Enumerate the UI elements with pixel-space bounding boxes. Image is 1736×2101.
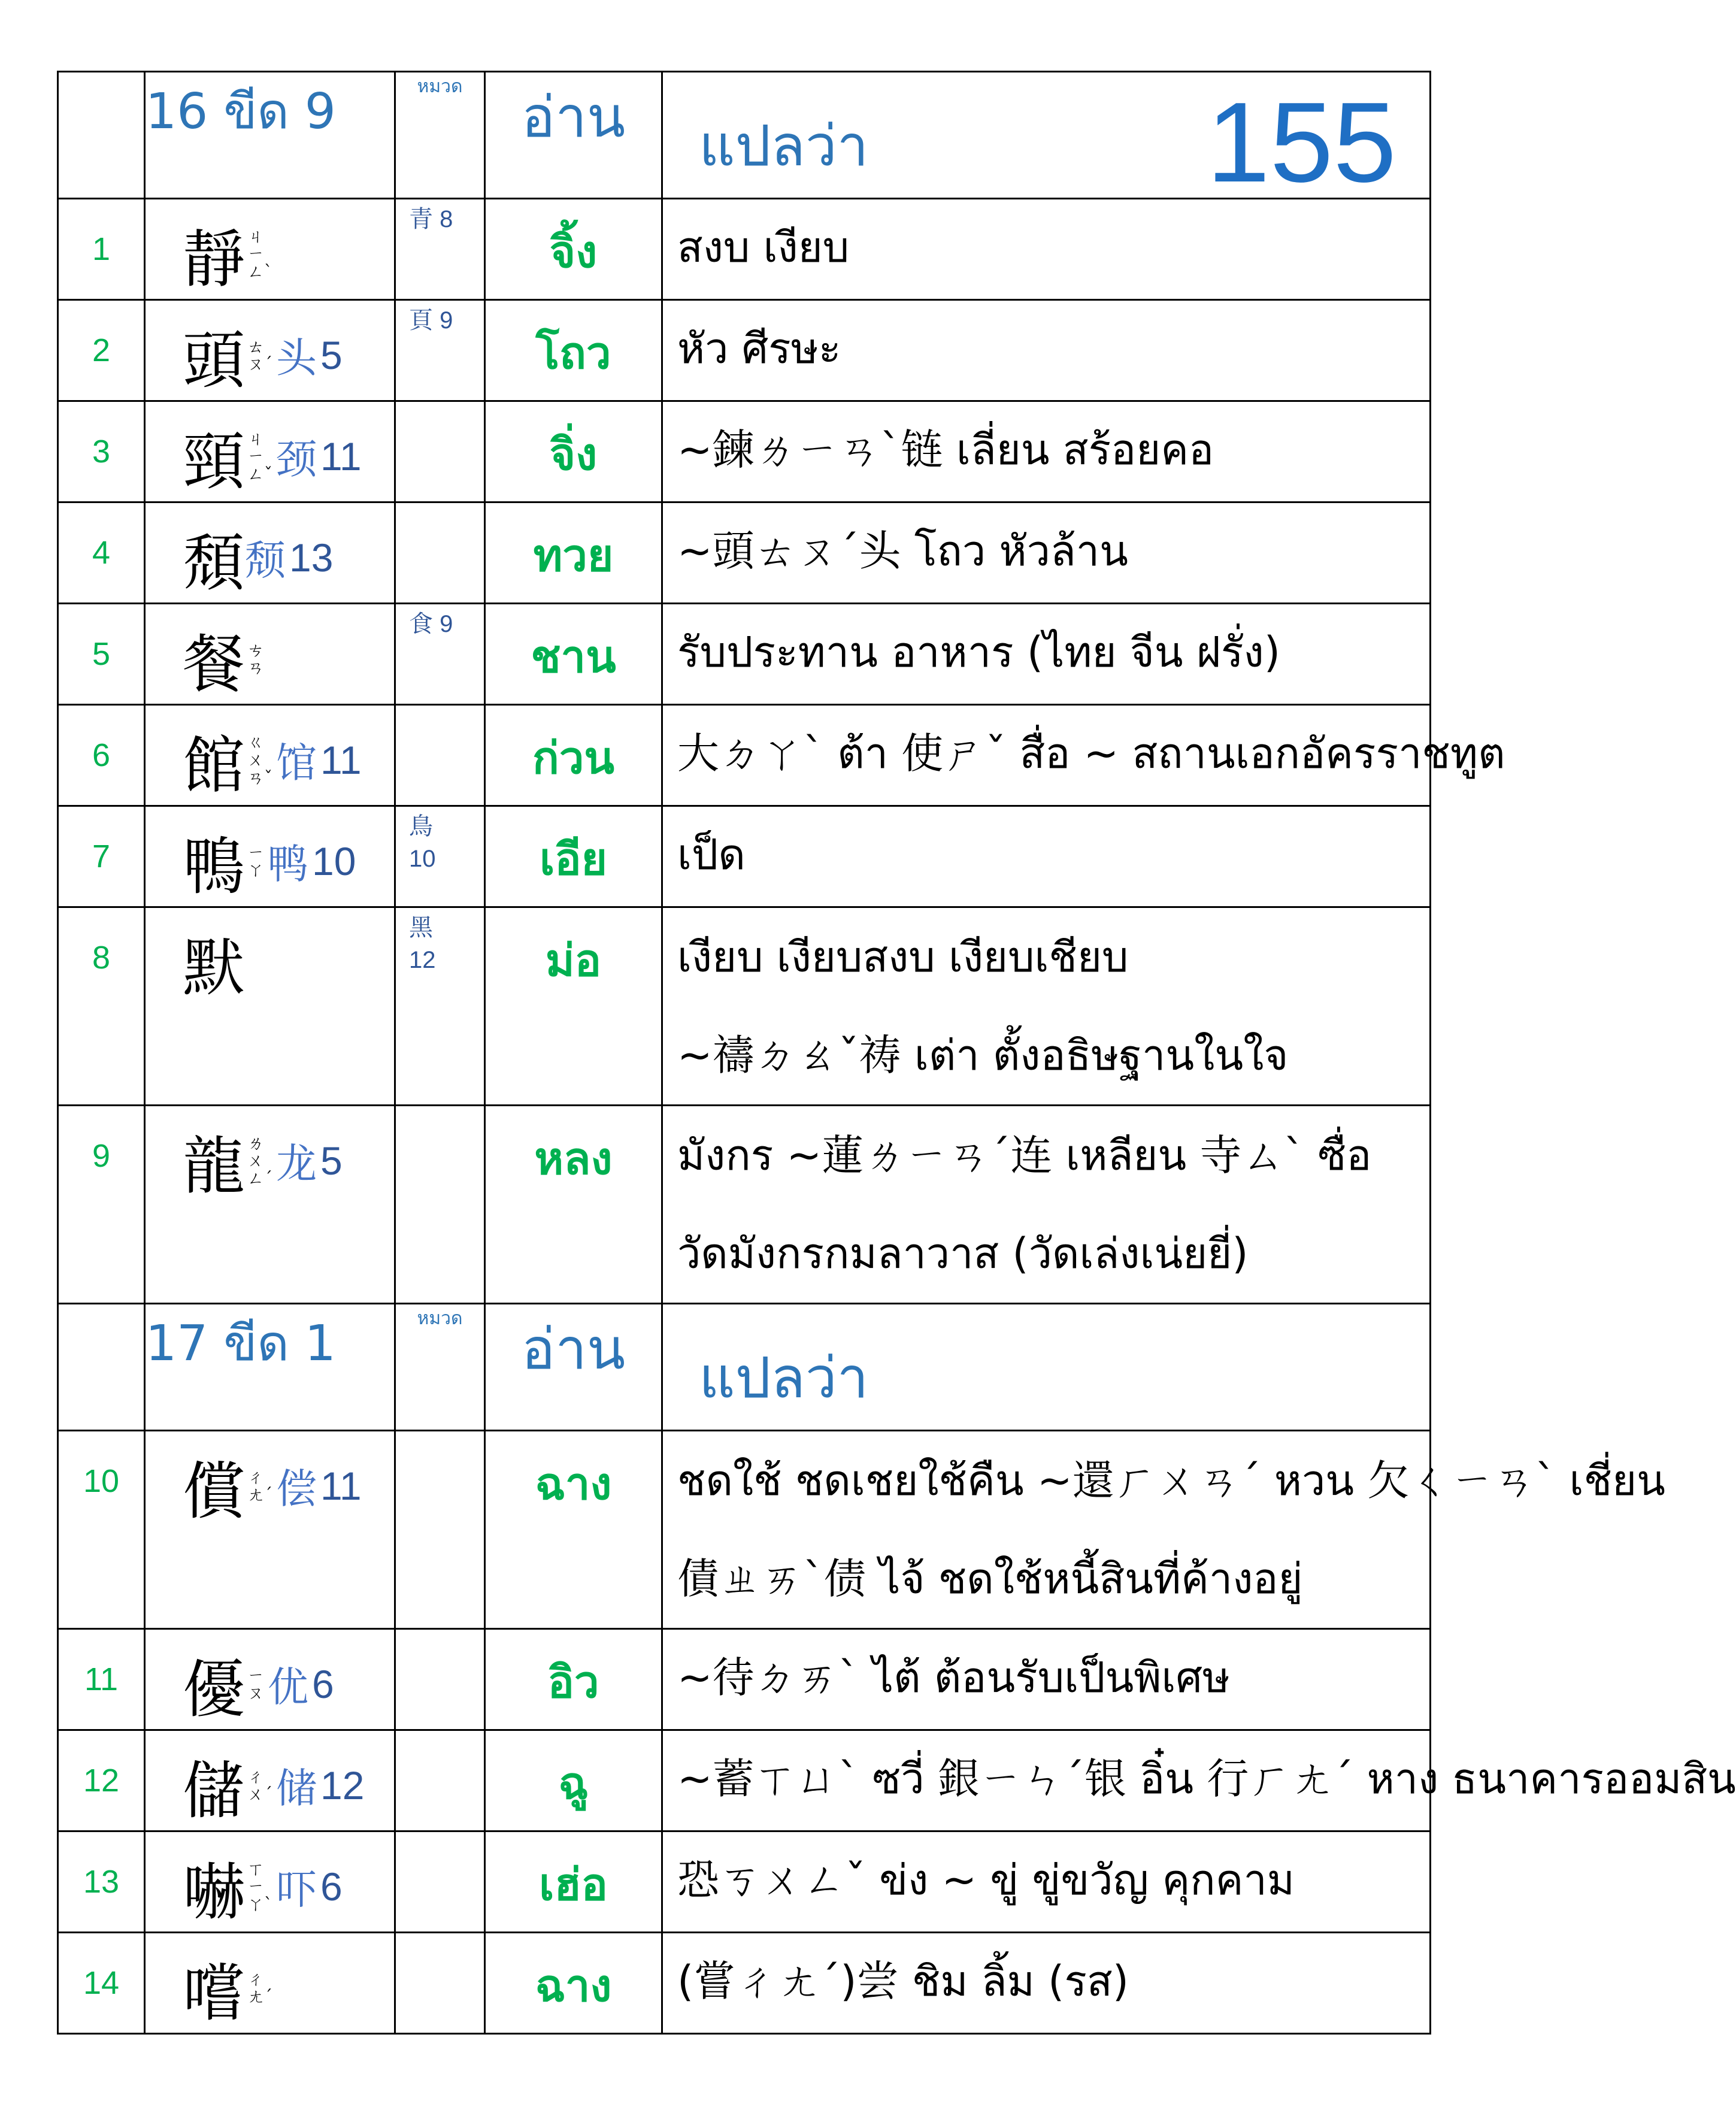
radical-cell <box>395 502 485 604</box>
table-row <box>58 1629 1431 1730</box>
traditional-character: 餐 <box>183 628 246 701</box>
meaning-cell <box>662 1831 1431 1933</box>
radical-cell: 青 8 <box>395 199 485 300</box>
bopomofo: ㄊ ㄡˊ <box>247 336 273 374</box>
simplified-stroke-count: 12 <box>320 1763 365 1808</box>
simplified-character: 头 <box>276 335 317 383</box>
thai-reading: จิ้ง <box>485 199 662 300</box>
radical-cell: 頁 9 <box>395 300 485 401</box>
thai-reading: จิ่ง <box>485 401 662 502</box>
meaning-line: ชดใช้ ชดเชยใช้คืน ~還ㄏㄨㄢˊ หวน 欠ㄑㄧㄢˋ เชี่ยน <box>677 1456 1665 1505</box>
character-cell <box>145 604 395 705</box>
thai-reading: หลง <box>485 1106 662 1304</box>
meaning-line: 大ㄉㄚˋ ต้า 使ㄕˇ สื่อ ~ สถานเอกอัครราชทูต <box>677 729 1505 778</box>
radical-cell <box>395 705 485 806</box>
table-row <box>58 1106 1431 1304</box>
radical-cell <box>395 1831 485 1933</box>
character-cell <box>145 199 395 300</box>
thai-reading: ทวย <box>485 502 662 604</box>
simplified-character: 优 <box>268 1664 309 1712</box>
thai-reading: เฮ่อ <box>485 1831 662 1933</box>
traditional-character: 龍 <box>183 1130 246 1203</box>
simplified-stroke-count: 11 <box>320 738 362 782</box>
bopomofo: ㄌ ㄨ ㄥˊ <box>247 1133 273 1188</box>
header-reading-label: อ่าน <box>485 1304 662 1431</box>
thai-reading: ฉาง <box>485 1431 662 1629</box>
traditional-character: 優 <box>183 1653 246 1726</box>
traditional-character: 館 <box>183 729 246 802</box>
meaning-cell <box>662 199 1431 300</box>
simplified-character: 鸭 <box>268 841 309 889</box>
character-cell <box>145 1730 395 1831</box>
simplified-stroke-count: 10 <box>312 839 356 883</box>
header-meaning-label: แปลว่า <box>699 1346 869 1411</box>
table-row <box>58 1431 1431 1629</box>
table-row <box>58 907 1431 1106</box>
bopomofo: ㄐ ㄧ ㄥˋ <box>247 226 273 281</box>
meaning-cell <box>662 806 1431 907</box>
table-row <box>58 806 1431 907</box>
simplified-character: 偿 <box>276 1466 317 1513</box>
meaning-cell <box>662 502 1431 604</box>
header-meaning-cell <box>662 72 1431 206</box>
meaning-line: รับประทาน อาหาร (ไทย จีน ฝรั่ง) <box>677 628 1281 677</box>
table-row <box>58 604 1431 705</box>
simplified-stroke-count: 13 <box>289 535 334 580</box>
meaning-line: ~禱ㄉㄠˇ祷 เต่า ตั้งอธิษฐานในใจ <box>677 1031 1289 1080</box>
header-num-cell <box>58 1304 145 1431</box>
bopomofo: ㄔ ㄨˊ <box>247 1766 273 1804</box>
meaning-cell <box>662 300 1431 401</box>
traditional-character: 頹 <box>183 526 246 600</box>
simplified-stroke-count: 11 <box>320 434 362 479</box>
row-number: 10 <box>58 1431 145 1629</box>
radical-cell <box>395 1431 485 1629</box>
radical-cell <box>395 1933 485 2034</box>
traditional-character: 默 <box>183 931 246 1004</box>
meaning-line: สงบ เงียบ <box>677 223 850 272</box>
meaning-line: เป็ด <box>677 830 746 879</box>
meaning-cell <box>662 907 1431 1106</box>
row-number: 12 <box>58 1730 145 1831</box>
bopomofo: ㄐ ㄧ ㄥˇ <box>247 428 273 484</box>
simplified-character: 颓 <box>245 537 286 585</box>
row-number: 4 <box>58 502 145 604</box>
radical-cell: 黑 12 <box>395 907 485 1106</box>
meaning-cell <box>662 1730 1736 1831</box>
thai-reading: เอีย <box>485 806 662 907</box>
character-cell <box>145 1431 395 1629</box>
header-stroke-count: 16 ขีด 9 <box>145 72 395 199</box>
meaning-cell <box>662 401 1431 502</box>
page-number: 155 <box>1206 79 1396 206</box>
character-cell <box>145 907 395 1106</box>
header-reading-label: อ่าน <box>485 72 662 199</box>
simplified-stroke-count: 5 <box>320 1139 343 1183</box>
bopomofo: ㄘ ㄢ <box>247 640 265 677</box>
radical-cell: 鳥 10 <box>395 806 485 907</box>
meaning-cell <box>662 1106 1431 1304</box>
section-header-row <box>58 1304 1431 1431</box>
meaning-line: วัดมังกรกมลาวาส (วัดเล่งเน่ยยี่) <box>677 1229 1249 1278</box>
table-row <box>58 199 1431 300</box>
radical-cell <box>395 401 485 502</box>
simplified-character: 储 <box>276 1765 317 1813</box>
meaning-cell <box>662 1431 1665 1629</box>
simplified-stroke-count: 11 <box>320 1464 362 1508</box>
meaning-cell <box>662 604 1431 705</box>
radical-cell <box>395 1106 485 1304</box>
character-cell <box>145 1629 395 1730</box>
row-number: 7 <box>58 806 145 907</box>
traditional-character: 嚇 <box>183 1855 246 1929</box>
character-cell <box>145 806 395 907</box>
simplified-character: 龙 <box>276 1140 317 1188</box>
character-cell <box>145 1933 395 2034</box>
character-cell <box>145 1106 395 1304</box>
thai-reading: ก่วน <box>485 705 662 806</box>
character-cell <box>145 300 395 401</box>
traditional-character: 嚐 <box>183 1957 246 2030</box>
traditional-character: 儲 <box>183 1754 246 1827</box>
bopomofo: ㄔ ㄤˊ <box>247 1467 273 1504</box>
meaning-line: ~頭ㄊㄡˊ头 โถว หัวล้าน <box>677 526 1128 576</box>
thai-reading: โถว <box>485 300 662 401</box>
traditional-character: 鴨 <box>183 830 246 903</box>
bopomofo: ㄔ ㄤˊ <box>247 1969 273 2006</box>
radical-cell <box>395 1629 485 1730</box>
traditional-character: 頭 <box>183 324 246 397</box>
header-radical-label: หมวด <box>395 1304 485 1431</box>
thai-reading: ม่อ <box>485 907 662 1106</box>
row-number: 2 <box>58 300 145 401</box>
traditional-character: 償 <box>183 1455 246 1528</box>
thai-reading: อิว <box>485 1629 662 1730</box>
meaning-line: ~蓄ㄒㄩˋ ซวี่ 銀ㄧㄣˊ银 อิ๋น 行ㄏㄤˊ หาง ธนาคารออมสิน <box>677 1754 1736 1803</box>
bopomofo: ㄧ ㄚ <box>247 842 265 880</box>
meaning-line: เงียบ เงียบสงบ เงียบเชียบ <box>677 933 1129 982</box>
meaning-line: 債ㄓㄞˋ债 ไจ้ ชดใช้หนี้สินที่ค้างอยู่ <box>677 1554 1303 1603</box>
row-number: 5 <box>58 604 145 705</box>
vocabulary-table <box>57 71 1736 2035</box>
table-row <box>58 1933 1431 2034</box>
simplified-character: 颈 <box>276 436 317 484</box>
thai-reading: ชาน <box>485 604 662 705</box>
row-number: 6 <box>58 705 145 806</box>
row-number: 8 <box>58 907 145 1106</box>
thai-reading: ฉู <box>485 1730 662 1831</box>
table-row <box>58 1831 1431 1933</box>
meaning-line: (嘗ㄔㄤˊ)尝 ชิม ลิ้ม (รส) <box>677 1957 1129 2006</box>
row-number: 3 <box>58 401 145 502</box>
bopomofo: ㄧ ㄡ <box>247 1665 265 1703</box>
character-cell <box>145 1831 395 1933</box>
header-meaning-label: แปลว่า <box>699 114 869 179</box>
simplified-stroke-count: 6 <box>320 1864 343 1909</box>
meaning-cell <box>662 1629 1431 1730</box>
table-row <box>58 300 1431 401</box>
bopomofo: ㄒ ㄧ ㄚˋ <box>247 1858 273 1914</box>
meaning-line: ~待ㄉㄞˋ ไต้ ต้อนรับเป็นพิเศษ <box>677 1653 1231 1702</box>
character-cell <box>145 401 395 502</box>
section-header-row <box>58 72 1431 199</box>
simplified-stroke-count: 5 <box>320 333 343 377</box>
row-number: 11 <box>58 1629 145 1730</box>
traditional-character: 頸 <box>183 425 246 498</box>
character-cell <box>145 705 395 806</box>
radical-cell <box>395 1730 485 1831</box>
thai-reading: ฉาง <box>485 1933 662 2034</box>
character-cell <box>145 502 395 604</box>
header-meaning-cell <box>662 1304 1431 1431</box>
row-number: 14 <box>58 1933 145 2034</box>
table-row <box>58 401 1431 502</box>
table-row <box>58 502 1431 604</box>
row-number: 9 <box>58 1106 145 1304</box>
simplified-stroke-count: 6 <box>312 1662 334 1706</box>
row-number: 13 <box>58 1831 145 1933</box>
meaning-line: มังกร ~蓮ㄌㄧㄢˊ连 เหลียน 寺ㄙˋ ซื่อ <box>677 1131 1372 1180</box>
meaning-line: 恐ㄎㄨㄥˇ ข่ง ~ ขู่ ขู่ขวัญ คุกคาม <box>677 1855 1295 1905</box>
table-row <box>58 705 1431 806</box>
meaning-cell <box>662 1933 1431 2034</box>
bopomofo: ㄍ ㄨ ㄢˇ <box>247 732 273 788</box>
header-num-cell <box>58 72 145 199</box>
table-row <box>58 1730 1431 1831</box>
header-stroke-count: 17 ขีด 1 <box>145 1304 395 1431</box>
meaning-cell <box>662 705 1505 806</box>
radical-cell: 食 9 <box>395 604 485 705</box>
simplified-character: 吓 <box>276 1866 317 1914</box>
meaning-line: หัว ศีรษะ <box>677 324 841 373</box>
traditional-character: 靜 <box>183 223 246 296</box>
header-radical-label: หมวด <box>395 72 485 199</box>
simplified-character: 馆 <box>276 740 317 788</box>
row-number: 1 <box>58 199 145 300</box>
meaning-line: ~鍊ㄌㄧㄢˋ链 เลี่ยน สร้อยคอ <box>677 425 1214 474</box>
